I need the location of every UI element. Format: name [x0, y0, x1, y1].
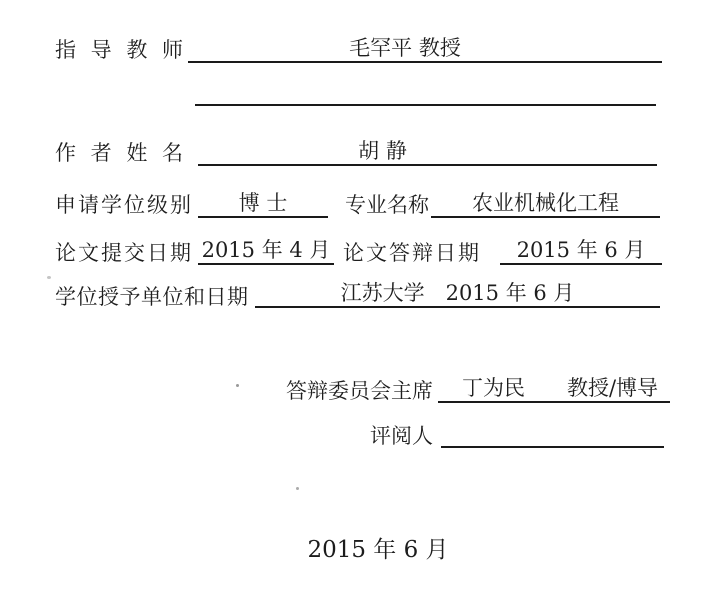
scan-speck [296, 487, 299, 490]
major-field: 农业机械化工程 [431, 184, 660, 218]
award-institution-field: 江苏大学 2015 年 6 月 [255, 274, 660, 308]
footer-date: 2015 年 6 月 [307, 537, 449, 563]
major-label: 专业名称 [345, 193, 429, 217]
scan-speck [47, 276, 51, 279]
supervisor-label: 指 导 教 师 [55, 38, 188, 62]
reviewer-field [441, 414, 664, 448]
award-institution-label: 学位授予单位和日期 [55, 285, 249, 309]
supervisor-extra-field [195, 72, 656, 106]
defense-date-field: 2015 年 6 月 [500, 231, 662, 265]
author-name-field: 胡 静 [198, 132, 657, 166]
committee-chair-label: 答辩委员会主席 [286, 379, 433, 403]
submission-date-label: 论文提交日期 [55, 241, 193, 265]
committee-chair-field: 丁为民 教授/博导 [438, 369, 670, 403]
author-name-label: 作 者 姓 名 [55, 141, 188, 165]
reviewer-label: 评阅人 [370, 424, 433, 448]
scan-speck [236, 384, 239, 387]
submission-date-field: 2015 年 4 月 [198, 231, 334, 265]
supervisor-field: 毛罕平 教授 [188, 29, 662, 63]
degree-level-label: 申请学位级别 [55, 193, 193, 217]
defense-date-label: 论文答辩日期 [343, 241, 481, 265]
degree-level-field: 博 士 [198, 184, 328, 218]
